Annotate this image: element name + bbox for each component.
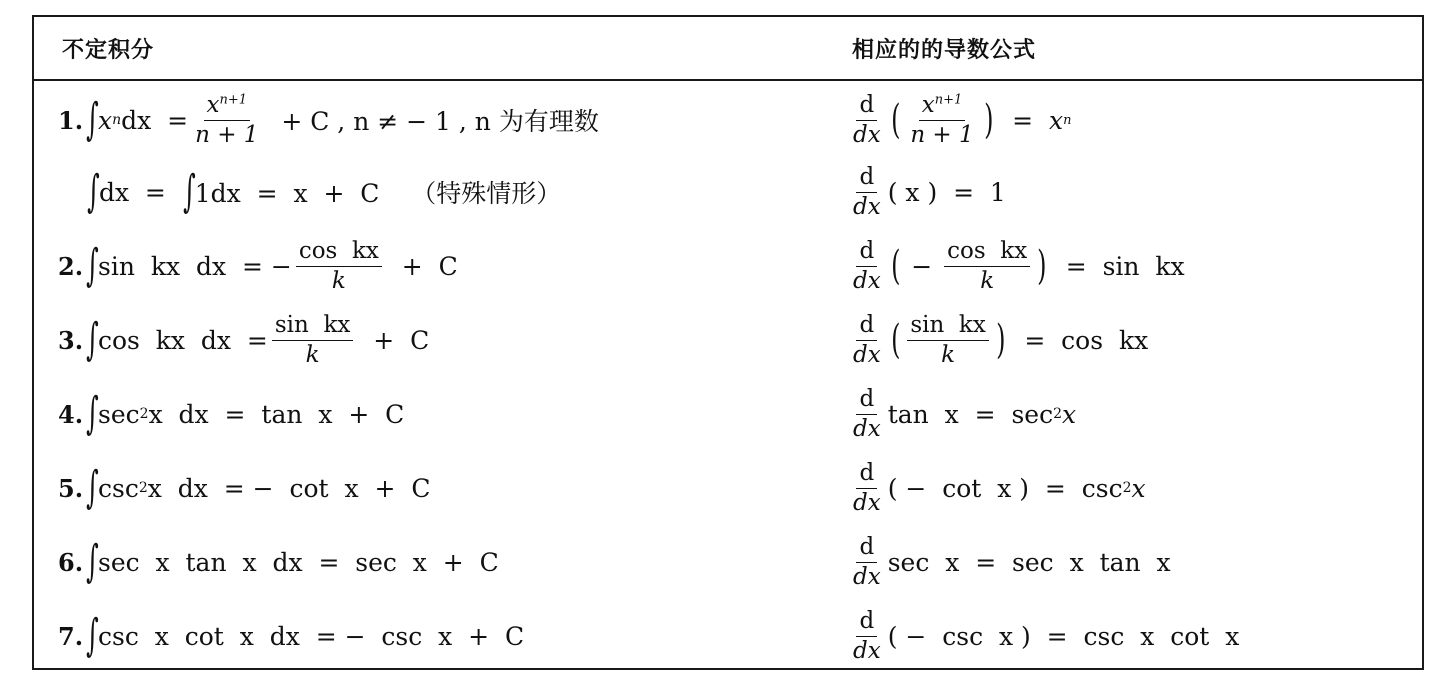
deriv-dx: dx [853,415,881,442]
fraction-denominator: k [941,341,956,368]
integral-formula [58,525,499,599]
derivative-formula [846,525,1171,599]
formula-text: x [1131,473,1146,503]
fraction [192,92,261,148]
deriv-dx: dx [853,267,881,294]
formula-text: x [1062,399,1077,429]
formula-text: + C [357,325,430,355]
formula-sup: 2 [1053,406,1063,422]
derivative-formula [846,377,1076,451]
integral-sign: ∫ [86,462,99,513]
integral-sign: ∫ [86,240,99,291]
formula-text: ( x ) = 1 [887,177,1006,207]
fraction-numerator: cos kx [296,238,382,266]
fraction-numerator: x [921,92,935,119]
integral-formula [58,229,458,303]
fraction [272,312,354,368]
fraction-denominator: n + 1 [910,121,974,148]
formula-text: = sin kx [1049,251,1185,281]
fraction-numerator: sin kx [272,312,354,340]
table-row [34,303,1422,377]
formula-text: sec x tan x dx = sec x + C [98,547,499,577]
fraction-denominator: n + 1 [195,121,259,148]
integral-formula [58,451,430,525]
formula-sup: 2 [1122,480,1132,496]
formula-text: ( − cot x ) = csc [887,473,1123,503]
deriv-dx: dx [853,121,881,148]
formula-text: + C [385,251,458,281]
fraction-numerator: sin kx [907,312,989,340]
deriv-dx: dx [853,193,881,220]
formula-number: 3. [58,325,84,355]
formula-sup: n [1063,112,1072,128]
deriv-d: d [856,460,877,488]
formula-table [32,15,1424,670]
table-row [34,451,1422,525]
fraction-denominator: k [980,267,995,294]
formula-text: x [98,105,113,135]
table-row [34,229,1422,303]
integral-sign: ∫ [86,314,99,365]
formula-text: x dx = tan x + C [148,399,405,429]
integral-formula [58,303,429,377]
header-antiderivative: 不定积分 [62,38,155,63]
formula-number: 6. [58,547,84,577]
formula-text: sin kx dx = − [98,251,292,281]
formula-text: + C , n ≠ − 1 , n 为有理数 [265,107,599,136]
integral-formula [86,155,561,229]
fraction [907,312,989,368]
table-row [34,377,1422,451]
formula-text: csc x cot x dx = − csc x + C [98,621,525,651]
formula-text: x dx = − cot x + C [147,473,431,503]
formula-text: sec x = sec x tan x [887,547,1171,577]
derivative-formula: $\frac{d}{dx}$ ( − $\frac{\text{cos kx}}{k}$ ) = sin kx [853,238,1185,294]
derivative-formula [846,155,1006,229]
deriv-d: d [856,534,877,562]
deriv-dx: dx [853,489,881,516]
integral-formula [58,377,404,451]
formula-sup: 2 [139,406,149,422]
formula-text: dx = [121,105,189,135]
integral-sign: ∫ [86,388,99,439]
fraction [944,238,1030,294]
header-derivative-formula: 相应的的导数公式 [852,38,1037,63]
integral-formula [58,83,599,157]
formula-text: cos kx dx = [98,325,268,355]
derivative-formula: $\frac{d}{dx}$ ( $\frac{x^{n+1}}{n + 1}$ ) = x n [853,92,1072,148]
formula-number: 5. [58,473,84,503]
table-row [34,599,1422,673]
deriv-d: d [856,164,877,192]
integral-sign: ∫ [86,536,99,587]
deriv-d: d [856,238,877,266]
fraction-numerator: x [206,92,220,119]
fraction [296,238,382,294]
formula-text: = cos kx [1008,325,1149,355]
formula-text: tan x = sec [887,399,1054,429]
fraction-denominator: k [331,267,346,294]
fraction-denominator: k [305,341,320,368]
formula-text: csc [98,473,139,503]
integral-sign: ∫ [87,166,100,217]
derivative-formula: $\frac{d}{dx}$ ( $\frac{\text{sin kx}}{k}$ ) = cos kx [853,312,1149,368]
formula-sup: n [112,112,122,128]
derivative-formula [846,599,1239,673]
integral-sign: ∫ [86,94,99,145]
deriv-dx: dx [853,341,881,368]
deriv-dx: dx [853,563,881,590]
table-row [34,525,1422,599]
integral-sign: ∫ [86,610,99,661]
derivative-formula [846,451,1146,525]
formula-text: 1dx = x + C （特殊情形） [194,179,562,208]
deriv-d: d [856,92,877,120]
integral-sign: ∫ [182,166,196,217]
formula-text: = x [996,105,1064,135]
table-row [34,155,1422,229]
formula-text: − [903,251,941,281]
table-row [34,83,1422,157]
table-header [34,17,1422,81]
fraction-numerator: cos kx [944,238,1030,266]
fraction-numerator-sup: n+1 [219,92,248,108]
deriv-dx: dx [853,637,881,664]
formula-number: 2. [58,251,84,281]
formula-number: 1. [58,105,84,135]
formula-text: dx = [98,177,182,207]
deriv-d: d [856,312,877,340]
integral-formula [58,599,524,673]
fraction-numerator-sup: n+1 [934,92,963,108]
formula-sup: 2 [138,480,148,496]
deriv-d: d [856,386,877,414]
formula-text: ( − csc x ) = csc x cot x [887,621,1240,651]
formula-number: 7. [58,621,84,651]
deriv-d: d [856,608,877,636]
formula-number: 4. [58,399,84,429]
formula-text: sec [98,399,140,429]
fraction [907,92,976,148]
